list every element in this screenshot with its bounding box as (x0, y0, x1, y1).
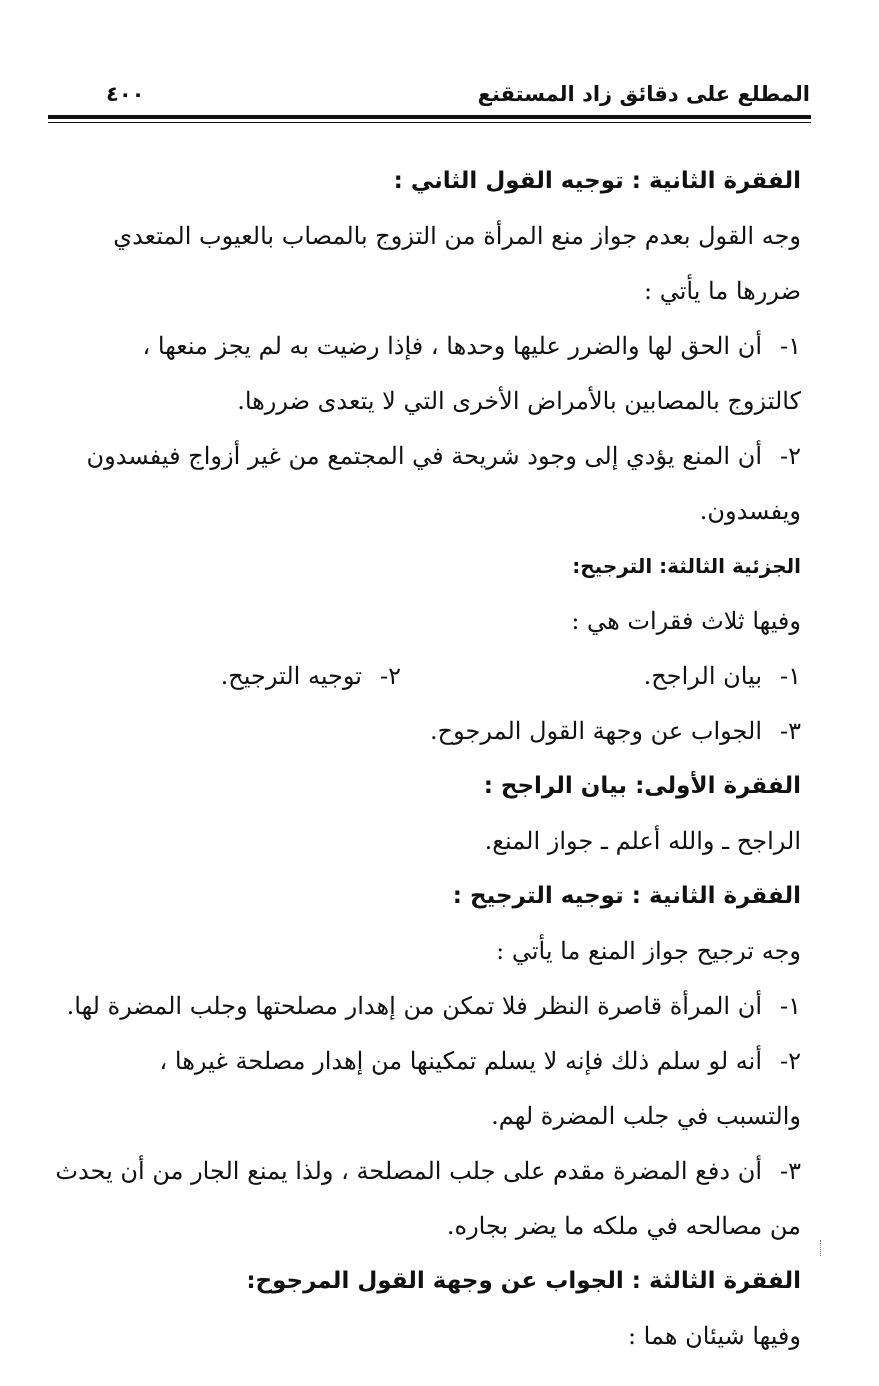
paragraph-line: وجه القول بعدم جواز منع المرأة من التزوج بالمصاب بالعيوب المتعدي (113, 222, 801, 250)
section-heading: الفقرة الثالثة : الجواب عن وجهة القول المرجوح: (246, 1268, 801, 1294)
list-item (51, 1144, 801, 1199)
book-title: المطلع على دقائق زاد المستقنع (477, 82, 810, 106)
list-text: أن دفع المضرة مقدم على جلب المصلحة ، ولذا يمنع الجار من أن يحدث (55, 1157, 762, 1185)
two-column-list (51, 649, 801, 704)
list-number: ١- (780, 332, 801, 360)
list-number: ١- (780, 992, 801, 1020)
list-item (51, 429, 801, 484)
list-text: أن الحق لها والضرر عليها وحدها ، فإذا رضيت به لم يجز منعها ، (142, 332, 762, 360)
header-rule-thin (48, 122, 811, 123)
list-text: أنه لو سلم ذلك فإنه لا يسلم تمكينها من إهدار مصلحة غيرها ، (159, 1047, 762, 1075)
list-number: ٢- (780, 442, 801, 470)
list-item (51, 319, 801, 374)
page-number: ٤٠٠ (106, 82, 145, 106)
list-item (51, 979, 801, 1034)
list-number: ٣- (780, 717, 801, 745)
list-item (161, 649, 401, 704)
section-heading: الفقرة الأولى: بيان الراجح : (483, 773, 801, 799)
paragraph-line: الراجح ـ والله أعلم ـ جواز المنع. (484, 827, 801, 855)
list-text: أن المرأة قاصرة النظر فلا تمكن من إهدار مصلحتها وجلب المضرة لها. (66, 992, 762, 1020)
running-header (48, 78, 810, 114)
page-body (51, 154, 801, 1364)
list-text: بيان الراجح. (643, 662, 762, 690)
list-item (401, 649, 801, 704)
paragraph-line: وجه ترجيح جواز المنع ما يأتي : (496, 937, 801, 965)
paragraph-line: ضررها ما يأتي : (644, 277, 801, 305)
list-number: ٣- (780, 1157, 801, 1185)
list-item (51, 704, 801, 759)
list-number: ١- (780, 662, 801, 690)
section-heading: الفقرة الثانية : توجيه القول الثاني : (393, 168, 801, 194)
margin-mark (820, 1240, 825, 1256)
list-number: ٢- (780, 1047, 801, 1075)
paragraph-line: من مصالحه في ملكه ما يضر بجاره. (446, 1212, 801, 1240)
paragraph-line: وفيها شيئان هما : (627, 1322, 801, 1350)
paragraph-line: والتسبب في جلب المضرة لهم. (491, 1102, 801, 1130)
list-number: ٢- (380, 662, 401, 690)
list-item (51, 1034, 801, 1089)
part-heading: الجزئية الثالثة: الترجيح: (572, 554, 801, 578)
section-heading: الفقرة الثانية : توجيه الترجيح : (452, 883, 801, 909)
header-rule-thick (48, 115, 811, 119)
list-text: أن المنع يؤدي إلى وجود شريحة في المجتمع من غير أزواج فيفسدون (86, 442, 762, 470)
paragraph-line: كالتزوج بالمصابين بالأمراض الأخرى التي لا يتعدى ضررها. (237, 387, 801, 415)
paragraph-line: ويفسدون. (699, 497, 801, 525)
list-text: توجيه الترجيح. (220, 662, 362, 690)
paragraph-line: وفيها ثلاث فقرات هي : (571, 607, 801, 635)
list-text: الجواب عن وجهة القول المرجوح. (429, 717, 762, 745)
